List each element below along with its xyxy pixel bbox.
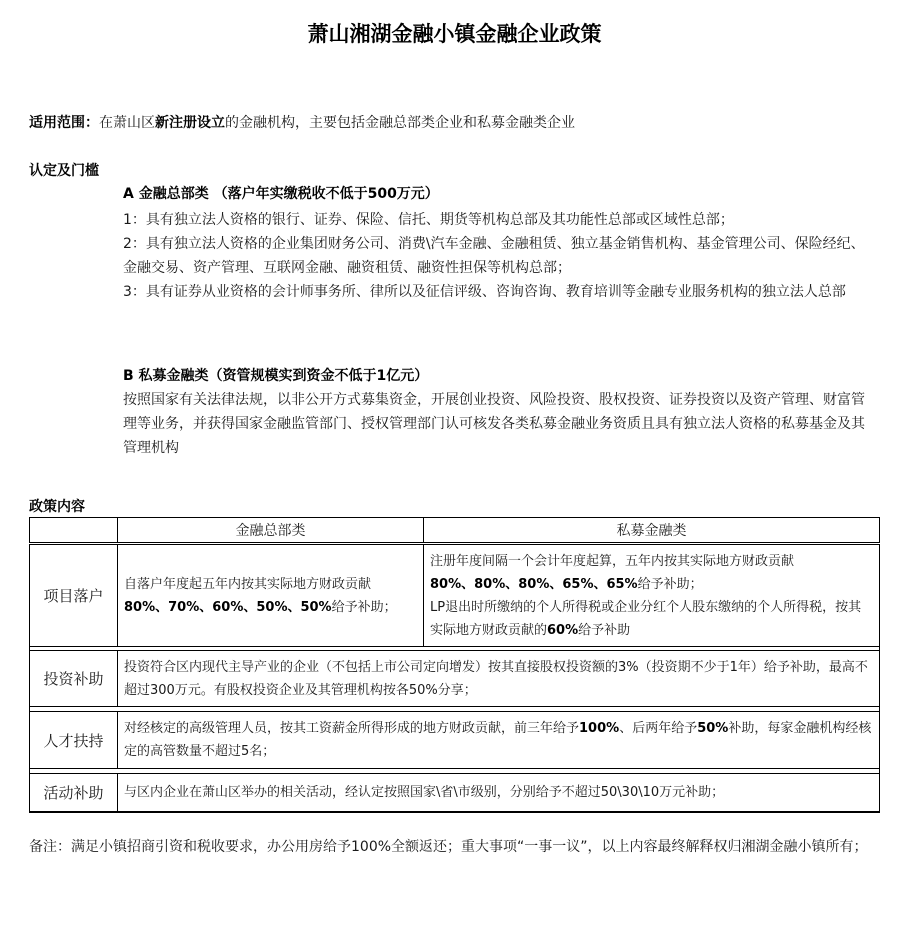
settle-hq-rates: 80%、70%、60%、50%、50% (124, 599, 332, 615)
settle-pe-cell (424, 544, 880, 647)
talent-cell (118, 712, 880, 769)
settle-pe-text-4: 给予补助 (578, 622, 631, 638)
category-a-item: 3：具有证券从业资格的会计师事务所、律所以及征信评级、咨询咨询、教育培训等金融专业服务机构的独立法人总部 (123, 284, 846, 300)
footnote: 备注：满足小镇招商引资和税收要求，办公用房给予100%全额返还；重大事项“一事一议”，以上内容最终解释权归湘湖金融小镇所有； (29, 839, 868, 855)
row-label-invest: 投资补助 (30, 651, 118, 707)
row-label-settle: 项目落户 (30, 544, 118, 647)
talent-rate-2: 50% (697, 721, 729, 736)
page-title: 萧山湘湖金融小镇金融企业政策 (307, 22, 602, 46)
qualification-heading: 认定及门槛 (29, 163, 99, 179)
settle-hq-end: 给予补助； (331, 599, 397, 615)
header-empty (30, 518, 118, 544)
talent-text-b: 、后两年给予 (619, 721, 698, 736)
table-row (30, 651, 880, 707)
table-header-row (30, 518, 880, 544)
category-b-desc: 按照国家有关法律法规，以非公开方式募集资金，开展创业投资、风险投资、股权投资、证券投资以及资产管理、财富管理等业务，并获得国家金融监管部门、授权管理部门认可核发各类私募金融业务资质且具有独立法人资格的私募基金及其管理机构 (123, 392, 865, 456)
settle-pe-text-1: 注册年度间隔一个会计年度起算，五年内按其实际地方财政贡献 (430, 553, 795, 569)
settle-pe-text-2: 给予补助； (637, 576, 703, 592)
table-row (30, 544, 880, 647)
category-a-title: A 金融总部类 （落户年实缴税收不低于500万元） (123, 186, 439, 202)
header-pe: 私募金融类 (424, 518, 880, 544)
category-b-text (123, 388, 878, 460)
scope-text-a: 在萧山区 (99, 115, 155, 131)
settle-hq-text: 自落户年度起五年内按其实际地方财政贡献 (124, 576, 372, 592)
category-a-items (123, 208, 878, 304)
scope-line (29, 112, 575, 134)
policy-heading: 政策内容 (29, 499, 85, 515)
category-b-title: B 私募金融类（资管规模实到资金不低于1亿元） (123, 368, 429, 384)
table-row (30, 712, 880, 769)
talent-text-c: 补助，每家金融机构经核定的高管数量不超过5名； (124, 721, 872, 759)
policy-table (29, 517, 880, 813)
category-a-item: 2：具有独立法人资格的企业集团财务公司、消费\汽车金融、金融租赁、独立基金销售机构、基金管理公司、保险经纪、金融交易、资产管理、互联网金融、融资租赁、融资性担保等机构总部； (123, 236, 865, 276)
scope-label: 适用范围： (29, 115, 99, 131)
activity-cell: 与区内企业在萧山区举办的相关活动，经认定按照国家\省\市级别，分别给予不超过50\30\10万元补助； (118, 774, 880, 812)
talent-rate-1: 100% (579, 721, 620, 736)
header-hq: 金融总部类 (118, 518, 424, 544)
settle-pe-rate-60: 60% (547, 622, 579, 638)
row-label-talent: 人才扶持 (30, 712, 118, 769)
row-label-activity: 活动补助 (30, 774, 118, 812)
scope-text-b: 的金融机构，主要包括金融总部类企业和私募金融类企业 (225, 115, 575, 131)
talent-text-a: 对经核定的高级管理人员，按其工资薪金所得形成的地方财政贡献，前三年给予 (124, 721, 580, 736)
category-a-item: 1：具有独立法人资格的银行、证券、保险、信托、期货等机构总部及其功能性总部或区域性总部； (123, 212, 734, 228)
settle-hq-cell (118, 544, 424, 647)
settle-pe-text-3: LP退出时所缴纳的个人所得税或企业分红个人股东缴纳的个人所得税，按其实际地方财政贡献的 (430, 599, 862, 638)
settle-pe-rates: 80%、80%、80%、65%、65% (430, 576, 638, 592)
table-row (30, 774, 880, 812)
scope-text-bold: 新注册设立 (155, 115, 225, 131)
invest-cell: 投资符合区内现代主导产业的企业（不包括上市公司定向增发）按其直接股权投资额的3%（投资期不少于1年）给予补助，最高不超过300万元。有股权投资企业及其管理机构按各50%分享； (118, 651, 880, 707)
